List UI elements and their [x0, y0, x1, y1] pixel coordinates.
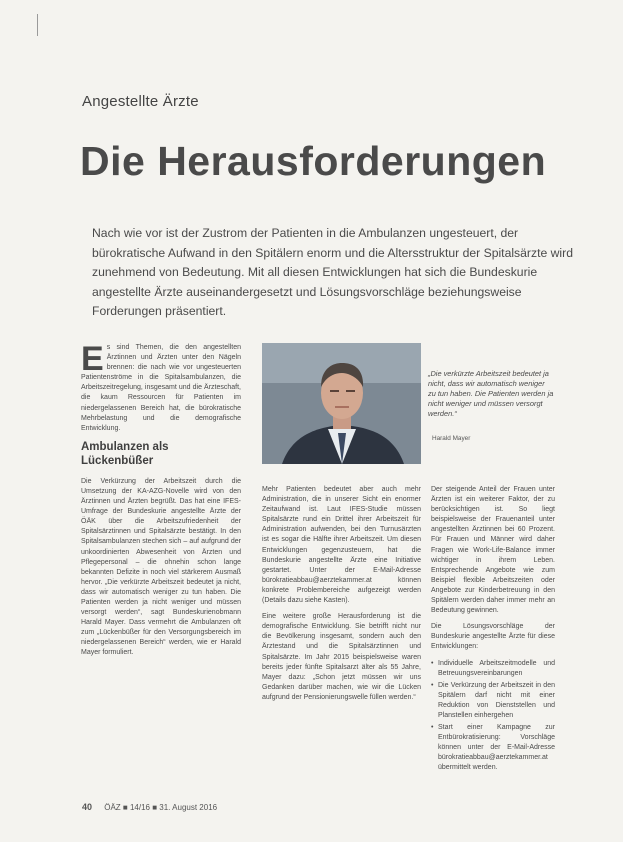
page-number: 40 — [82, 802, 93, 812]
article-column-3 — [431, 485, 555, 776]
pull-quote: „Die verkürzte Arbeitszeit bedeutet ja nicht, dass wir automatisch weniger zu tun haben. Die Patienten werden ja nicht weniger und müssen versorgt werden.“ — [428, 369, 554, 418]
subheading: Ambulanzen als Lückenbüßer — [81, 440, 169, 468]
portrait-illustration — [262, 343, 421, 464]
section-kicker: Angestellte Ärzte — [82, 93, 199, 110]
intro-text: s sind Themen, die den angestellten Ärztinnen und Ärzten unter den Nägeln brennen: die nach wie vor ungesteuerten Patientenströme in die Spitalsambulanzen, die Arbeitszeitregelung, insgesamt und die Ärzteschaft, die kaum Ressourcen für Patienten im niedergelassenen Bereich hat, die bürokratische Mehrbelastung und die demografische Entwicklung. — [81, 344, 241, 432]
body-paragraph: Der steigende Anteil der Frauen unter Ärzten ist ein weiterer Faktor, der zu berücksichtigen ist. So liegt beispielsweise der Frauenanteil unter angestellten Ärztinnen bei 60 Prozent. Für Frauen und Männer wird daher Fragen wie Work-Life-Balance immer wichtiger in ihrem Leben. Entsprechende Angebote wie zum Beispiel flexible Arbeitszeiten oder Angebote zur Kinderbetreuung in den Spitälern werden daher immer mehr an Bedeutung gewinnen. — [431, 486, 555, 615]
proposal-list — [431, 659, 555, 774]
quote-author: Harald Mayer — [432, 435, 471, 442]
drop-cap: E — [81, 340, 104, 378]
list-item: • Start einer Kampagne zur Entbürokratisierung: Vorschläge können unter der E-Mail-Adresse bürokratieabbau@aerztekammer.at übermittelt werden. — [438, 723, 555, 773]
list-item: • Die Verkürzung der Arbeitszeit in den Spitälern darf nicht mit einer Reduktion von Dienststellen und Planstellen einhergehen — [438, 681, 555, 721]
page-footer — [82, 802, 217, 812]
body-paragraph: Mehr Patienten bedeutet aber auch mehr Administration, die in unserer Sicht ein enormer Zeitaufwand ist. Laut IFES-Studie müssen Spitalsärzte rund ein Drittel ihrer Arbeitszeit für Administration aufwenden, bei den Turnusärzten ist es sogar die Hälfte ihrer Arbeitszeit. Um diesen Entwicklungen gegenzusteuern, hat die Bundeskurie angestellte Ärzte eine Initiative gestartet. Unter der E-Mail-Adresse bürokratieabbau@aerztekammer.at können konkrete Problembereiche aufgezeigt werden (Details dazu siehe Kasten). — [262, 486, 421, 605]
portrait-photo — [262, 343, 421, 464]
lead-paragraph: Nach wie vor ist der Zustrom der Patienten in die Ambulanzen ungesteuert, der bürokratische Aufwand in den Spitälern enorm und die Altersstruktur der Spitalsärzte wird zunehmend von Bedeutung. Mit all diesen Entwicklungen hat sich die Bundeskurie angestellte Ärzte auseinandergesetzt und Lösungsvorschläge beziehungsweise Forderungen präsentiert. — [92, 226, 573, 319]
article-column-1 — [81, 340, 241, 665]
body-paragraph: Eine weitere große Herausforderung ist die demografische Entwicklung. Sie betrifft nicht nur die Bevölkerung insgesamt, sondern auch den Ärztestand und die Spitalsärztinnen und Spitalsärzte. Im Jahr 2015 beispielsweise waren bereits jeder fünfte Spitalsarzt älter als 55 Jahre, Mayer dazu: „Schon jetzt müssen wir uns Gedanken darüber machen, wie wir die Lücken aufgrund der Pensionierungswelle füllen werden.“ — [262, 613, 421, 701]
body-paragraph: Die Verkürzung der Arbeitszeit durch die Umsetzung der KA-AZG-Novelle wird von den Ärztinnen und Ärzten begrüßt. Das hat eine IFES-Umfrage der Bundeskurie angestellte Ärzte der ÖÄK über die Arbeitszufriedenheit der Spitalsärztinnen und Spitalsärzte bestätigt. In den Spitalsambulanzen stechen sich – auf aufgrund der unkoordinierten Abwesenheit von Ärzten und Pflegepersonal – die ohnehin schon lange bekannten Defizite in noch viel stärkerem Ausmaß hervor. „Die verkürzte Arbeitszeit bedeutet ja nicht, dass wir automatisch weniger zu tun haben. Die Patienten werden ja nicht weniger und müssen versorgt werden“, sagt Bundeskurienobmann Harald Mayer. Dass vermehrt die Ambulanzen oft zum „Lückenbüßer für den Versorgungsbereich im niedergelassenen Bereich“ werden, wie er Harald Mayer formuliert. — [81, 477, 241, 657]
list-item: • Individuelle Arbeitszeitmodelle und Betreuungsvereinbarungen — [438, 659, 555, 679]
article-column-2 — [262, 485, 421, 709]
issue-info: ÖÄZ ■ 14/16 ■ 31. August 2016 — [104, 803, 218, 812]
page-title: Die Herausforderungen — [80, 138, 547, 184]
body-paragraph: Die Lösungsvorschläge der Bundeskurie angestellte Ärzte für diese Entwicklungen: — [431, 623, 555, 651]
crop-mark — [37, 14, 38, 36]
